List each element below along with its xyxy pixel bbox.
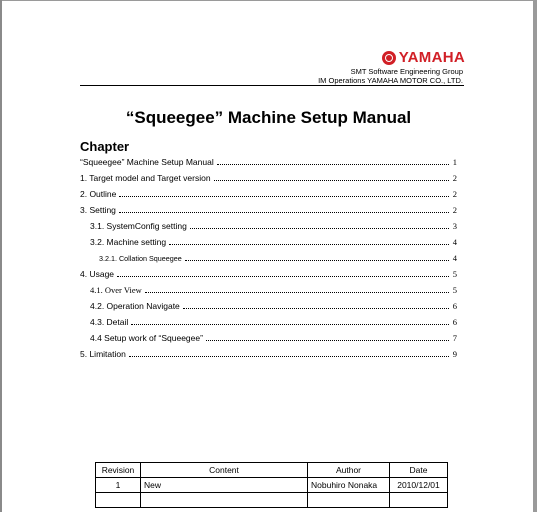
author-cell — [308, 493, 390, 508]
toc-leader — [169, 244, 449, 245]
toc-entry[interactable] — [80, 171, 457, 183]
toc-entry-label: 3.2. Machine setting — [90, 237, 167, 247]
document-title: “Squeegee” Machine Setup Manual — [125, 108, 412, 127]
content-cell: New — [141, 478, 308, 493]
tuning-fork-emblem-icon — [382, 51, 396, 65]
toc-entry[interactable] — [90, 283, 457, 295]
page-top-border — [0, 0, 537, 1]
toc-entry[interactable] — [90, 331, 457, 343]
toc-entry[interactable] — [80, 155, 457, 167]
table-row — [96, 478, 448, 493]
toc-entry[interactable] — [80, 347, 457, 359]
revision-column-header: Revision — [96, 463, 141, 478]
toc-entry-page: 6 — [452, 317, 457, 327]
content-column-header: Content — [141, 463, 308, 478]
content-cell — [141, 493, 308, 508]
toc-entry-label: 4.2. Operation Navigate — [90, 301, 180, 311]
toc-leader — [185, 260, 449, 261]
date-cell — [390, 493, 448, 508]
toc-entry-label: 3. Setting — [80, 205, 116, 215]
date-cell: 2010/12/01 — [390, 478, 448, 493]
revision-cell — [96, 493, 141, 508]
toc-leader — [119, 212, 449, 213]
toc-entry-label: 5. Limitation — [80, 349, 126, 359]
toc-entry[interactable] — [80, 203, 457, 215]
toc-entry-page: 5 — [452, 285, 457, 295]
toc-entry-label: “Squeegee” Machine Setup Manual — [80, 157, 214, 167]
toc-leader — [214, 180, 449, 181]
toc-entry-page: 4 — [452, 237, 457, 247]
page-left-border — [0, 0, 2, 512]
revision-cell: 1 — [96, 478, 141, 493]
toc-leader — [190, 228, 449, 229]
toc-entry[interactable] — [90, 315, 457, 327]
date-column-header: Date — [390, 463, 448, 478]
toc-entry-page: 1 — [452, 157, 457, 167]
toc-leader — [119, 196, 449, 197]
toc-entry-page: 2 — [452, 173, 457, 183]
organization-name: IM Operations YAMAHA MOTOR CO., LTD. — [318, 76, 463, 85]
toc-leader — [131, 324, 449, 325]
yamaha-logo — [382, 49, 465, 66]
toc-entry[interactable] — [90, 299, 457, 311]
toc-entry[interactable] — [80, 187, 457, 199]
table-row — [96, 493, 448, 508]
toc-entry[interactable] — [90, 219, 457, 231]
toc-leader — [117, 276, 449, 277]
toc-leader — [217, 164, 449, 165]
group-name: SMT Software Engineering Group — [350, 67, 463, 76]
toc-entry-label: 3.1. SystemConfig setting — [90, 221, 187, 231]
author-cell: Nobuhiro Nonaka — [308, 478, 390, 493]
author-column-header: Author — [308, 463, 390, 478]
toc-entry-page: 2 — [452, 189, 457, 199]
toc-entry[interactable] — [80, 267, 457, 279]
toc-entry-page: 2 — [452, 205, 457, 215]
toc-entry-label: 3.2.1. Collation Squeegee — [99, 254, 182, 263]
chapter-heading: Chapter — [80, 139, 130, 154]
toc-entry-label: 4. Usage — [80, 269, 115, 279]
toc-entry-label: 1. Target model and Target version — [80, 173, 211, 183]
toc-entry-page: 4 — [452, 253, 457, 263]
revision-table — [95, 462, 448, 508]
revision-table-header — [96, 463, 448, 478]
toc-entry-label: 4.1. Over View — [90, 285, 142, 295]
toc-entry-label: 4.3. Detail — [90, 317, 129, 327]
toc-entry-page: 6 — [452, 301, 457, 311]
toc-leader — [183, 308, 449, 309]
toc-entry-page: 5 — [452, 269, 457, 279]
toc-entry[interactable] — [90, 235, 457, 247]
toc-entry-page: 9 — [452, 349, 457, 359]
header-divider — [80, 85, 464, 86]
toc-entry-label: 4.4 Setup work of “Squeegee” — [90, 333, 203, 343]
toc-leader — [145, 292, 449, 293]
toc-entry-label: 2. Outline — [80, 189, 117, 199]
toc-leader — [129, 356, 449, 357]
toc-entry-page: 7 — [452, 333, 457, 343]
page-right-border — [533, 0, 537, 512]
toc-leader — [206, 340, 449, 341]
toc-entry[interactable] — [99, 251, 457, 263]
toc-entry-page: 3 — [452, 221, 457, 231]
brand-name: YAMAHA — [398, 49, 465, 66]
